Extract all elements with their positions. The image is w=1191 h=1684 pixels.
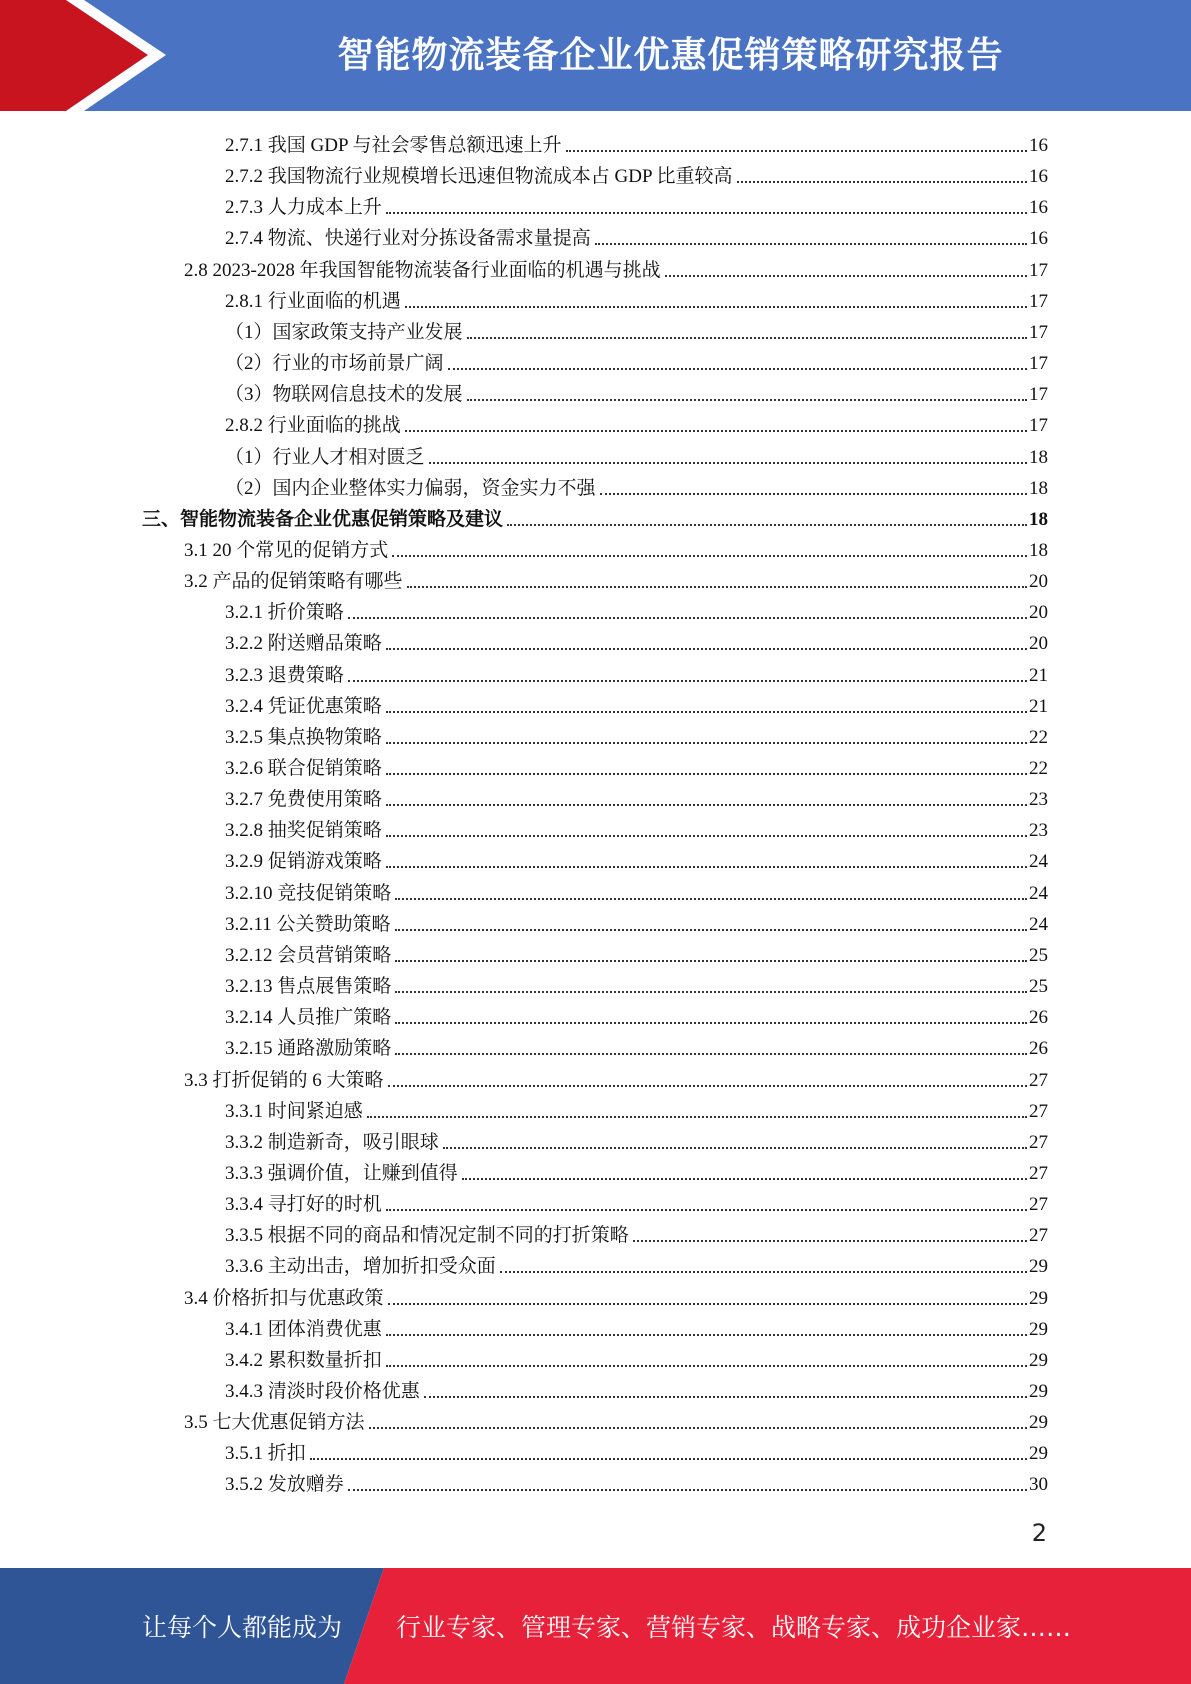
toc-entry-page: 18 xyxy=(1029,446,1048,468)
toc-entry[interactable] xyxy=(225,1466,1048,1497)
toc-entry-page: 27 xyxy=(1029,1225,1048,1247)
toc-entry[interactable] xyxy=(225,314,1048,345)
toc-dot-leader xyxy=(462,1178,1027,1180)
toc-entry-page: 18 xyxy=(1029,508,1048,530)
toc-dot-leader xyxy=(348,680,1027,682)
toc-entry-page: 23 xyxy=(1029,789,1048,811)
toc-entry-title: 3.4 价格折扣与优惠政策 xyxy=(184,1287,384,1309)
toc-dot-leader xyxy=(467,399,1027,401)
toc-entry-page: 16 xyxy=(1029,166,1048,188)
toc-entry-title: 3.2.2 附送赠品策略 xyxy=(225,633,382,655)
toc-dot-leader xyxy=(395,991,1027,993)
toc-entry-title: 3.3.2 制造新奇，吸引眼球 xyxy=(225,1131,439,1153)
toc-entry[interactable] xyxy=(225,1217,1048,1248)
toc-entry-page: 27 xyxy=(1029,1131,1048,1153)
toc-entry-title: 三、智能物流装备企业优惠促销策略及建议 xyxy=(142,508,504,530)
toc-entry[interactable] xyxy=(225,625,1048,656)
toc-entry[interactable] xyxy=(225,1124,1048,1155)
toc-entry[interactable] xyxy=(225,937,1048,968)
toc-entry-page: 29 xyxy=(1029,1381,1048,1402)
toc-entry-title: 2.7.2 我国物流行业规模增长迅速但物流成本占 GDP 比重较高 xyxy=(225,166,733,188)
toc-entry-title: 3.2.10 竞技促销策略 xyxy=(225,882,392,904)
toc-entry-page: 24 xyxy=(1029,913,1048,935)
toc-entry[interactable] xyxy=(225,283,1048,314)
toc-entry-title: 3.4.2 累积数量折扣 xyxy=(225,1349,382,1371)
toc-entry-title: 3.3 打折促销的 6 大策略 xyxy=(184,1069,384,1091)
toc-dot-leader xyxy=(386,773,1027,775)
toc-entry-page: 30 xyxy=(1029,1474,1048,1496)
toc-entry[interactable] xyxy=(225,1030,1048,1061)
red-arrow-shape xyxy=(0,0,148,111)
toc-entry-title: 3.3.6 主动出击，增加折扣受众面 xyxy=(225,1256,496,1278)
toc-entry-title: 3.2.11 公关赞助策略 xyxy=(225,913,391,935)
toc-dot-leader xyxy=(388,1303,1027,1305)
toc-entry-page: 17 xyxy=(1029,415,1048,437)
toc-entry-title: 3.2.4 凭证优惠策略 xyxy=(225,695,382,717)
toc-entry-title: 3.2.12 会员营销策略 xyxy=(225,944,392,966)
toc-entry-page: 29 xyxy=(1029,1443,1048,1465)
toc-dot-leader xyxy=(467,337,1027,339)
toc-dot-leader xyxy=(386,804,1027,806)
toc-dot-leader xyxy=(395,898,1027,900)
toc-entry[interactable] xyxy=(225,1155,1048,1186)
toc-entry-title: 3.2.15 通路激励策略 xyxy=(225,1038,392,1060)
toc-entry-title: （2）国内企业整体实力偏弱，资金实力不强 xyxy=(225,477,596,499)
footer-banner xyxy=(0,1568,1191,1684)
toc-entry-title: 3.2 产品的促销策略有哪些 xyxy=(184,571,403,593)
toc-dot-leader xyxy=(395,929,1027,931)
toc-entry[interactable] xyxy=(184,1280,1048,1311)
toc-entry-page: 17 xyxy=(1029,259,1048,281)
toc-entry-page: 27 xyxy=(1029,1162,1048,1184)
toc-dot-leader xyxy=(405,306,1027,308)
toc-dot-leader xyxy=(424,1396,1027,1398)
toc-entry-title: 2.7.3 人力成本上升 xyxy=(225,197,382,219)
toc-entry-page: 21 xyxy=(1029,695,1048,717)
toc-entry[interactable] xyxy=(184,1062,1048,1093)
toc-entry-title: 3.2.9 促销游戏策略 xyxy=(225,851,382,873)
toc-dot-leader xyxy=(369,1427,1027,1429)
toc-entry[interactable] xyxy=(225,345,1048,376)
toc-entry-page: 26 xyxy=(1029,1007,1048,1029)
toc-entry-title: 3.2.3 退费策略 xyxy=(225,664,344,686)
toc-entry-title: （1）国家政策支持产业发展 xyxy=(225,321,463,343)
toc-dot-leader xyxy=(443,1147,1027,1149)
toc-dot-leader xyxy=(633,1240,1027,1242)
toc-entry[interactable] xyxy=(225,750,1048,781)
report-header-band xyxy=(0,0,1191,111)
toc-entry[interactable] xyxy=(184,1404,1048,1435)
toc-dot-leader xyxy=(405,430,1027,432)
toc-entry[interactable] xyxy=(225,843,1048,874)
toc-dot-leader xyxy=(386,1209,1027,1211)
toc-entry-title: 3.2.7 免费使用策略 xyxy=(225,789,382,811)
toc-entry[interactable] xyxy=(225,127,1048,158)
report-title: 智能物流装备企业优惠促销策略研究报告 xyxy=(337,34,1004,76)
toc-entry-page: 27 xyxy=(1029,1194,1048,1216)
toc-entry-page: 22 xyxy=(1029,726,1048,748)
toc-entry-page: 27 xyxy=(1029,1100,1048,1122)
toc-dot-leader xyxy=(388,1085,1027,1087)
toc-entry-title: 3.5 七大优惠促销方法 xyxy=(184,1412,365,1434)
toc-entry[interactable] xyxy=(225,407,1048,438)
toc-dot-leader xyxy=(386,648,1027,650)
toc-entry-page: 16 xyxy=(1029,228,1048,250)
toc-entry-title: 2.8.2 行业面临的挑战 xyxy=(225,415,401,437)
toc-entry-page: 29 xyxy=(1029,1318,1048,1340)
toc-entry-page: 29 xyxy=(1029,1256,1048,1278)
toc-entry-page: 20 xyxy=(1029,571,1048,593)
toc-entry-page: 27 xyxy=(1029,1069,1048,1091)
toc-entry[interactable] xyxy=(225,688,1048,719)
toc-entry-page: 16 xyxy=(1029,197,1048,219)
toc-entry-title: 3.5.2 发放赠券 xyxy=(225,1474,344,1496)
toc-entry-title: 3.3.1 时间紧迫感 xyxy=(225,1100,363,1122)
toc-entry[interactable] xyxy=(225,812,1048,843)
toc-entry-title: 3.2.14 人员推广策略 xyxy=(225,1007,392,1029)
toc-dot-leader xyxy=(386,835,1027,837)
toc-entry-title: 3.1 20 个常见的促销方式 xyxy=(184,539,389,561)
toc-entry-title: 3.2.1 折价策略 xyxy=(225,602,344,624)
toc-entry[interactable] xyxy=(225,1186,1048,1217)
toc-entry[interactable] xyxy=(225,968,1048,999)
toc-entry-page: 25 xyxy=(1029,976,1048,998)
toc-entry-page: 17 xyxy=(1029,384,1048,406)
toc-dot-leader xyxy=(348,1489,1027,1491)
toc-entry-page: 22 xyxy=(1029,758,1048,779)
toc-entry[interactable] xyxy=(225,439,1048,470)
toc-dot-leader xyxy=(395,960,1027,962)
toc-dot-leader xyxy=(348,617,1027,619)
toc-entry-title: 2.8 2023-2028 年我国智能物流装备行业面临的机遇与挑战 xyxy=(184,259,661,281)
toc-entry[interactable] xyxy=(225,594,1048,625)
toc-entry-page: 25 xyxy=(1029,944,1048,966)
toc-entry-page: 17 xyxy=(1029,353,1048,375)
toc-dot-leader xyxy=(386,711,1027,713)
toc-dot-leader xyxy=(386,1365,1027,1367)
toc-entry[interactable] xyxy=(225,158,1048,189)
toc-entry-title: （3）物联网信息技术的发展 xyxy=(225,384,463,406)
toc-dot-leader xyxy=(392,555,1027,557)
toc-entry[interactable] xyxy=(142,501,1048,532)
toc-dot-leader xyxy=(386,742,1027,744)
toc-entry-page: 18 xyxy=(1029,539,1048,561)
toc-entry-page: 20 xyxy=(1029,602,1048,624)
toc-entry[interactable] xyxy=(225,1373,1048,1404)
toc-dot-leader xyxy=(507,524,1027,526)
toc-entry-title: 3.3.5 根据不同的商品和情况定制不同的打折策略 xyxy=(225,1225,629,1247)
toc-entry[interactable] xyxy=(225,999,1048,1030)
toc-entry-page: 20 xyxy=(1029,633,1048,655)
page-number: 2 xyxy=(1031,1519,1047,1547)
toc-entry-page: 24 xyxy=(1029,851,1048,873)
toc-entry[interactable] xyxy=(184,252,1048,283)
toc-entry[interactable] xyxy=(225,657,1048,688)
toc-entry-title: 3.3.4 寻打好的时机 xyxy=(225,1194,382,1216)
toc-dot-leader xyxy=(386,212,1027,214)
footer-slogan-left: 让每个人都能成为 xyxy=(142,1613,343,1642)
toc-entry-page: 23 xyxy=(1029,820,1048,842)
toc-entry-title: 3.2.6 联合促销策略 xyxy=(225,758,382,779)
toc-dot-leader xyxy=(395,1022,1027,1024)
toc-entry[interactable] xyxy=(184,532,1048,563)
toc-entry-page: 24 xyxy=(1029,882,1048,904)
toc-entry-title: 3.4.1 团体消费优惠 xyxy=(225,1318,382,1340)
toc-dot-leader xyxy=(566,150,1027,152)
toc-entry-page: 16 xyxy=(1029,135,1048,156)
toc-entry-page: 18 xyxy=(1029,477,1048,499)
toc-entry-title: 3.5.1 折扣 xyxy=(225,1443,306,1465)
toc-entry-title: 3.4.3 清淡时段价格优惠 xyxy=(225,1381,420,1402)
toc-dot-leader xyxy=(500,1271,1027,1273)
toc-entry-title: 2.7.1 我国 GDP 与社会零售总额迅速上升 xyxy=(225,135,562,156)
toc-entry-title: 2.7.4 物流、快递行业对分拣设备需求量提高 xyxy=(225,228,591,250)
toc-entry-title: 3.2.8 抽奖促销策略 xyxy=(225,820,382,842)
toc-entry-page: 17 xyxy=(1029,321,1048,343)
toc-entry[interactable] xyxy=(225,1435,1048,1466)
toc-entry[interactable] xyxy=(225,376,1048,407)
toc-entry-page: 29 xyxy=(1029,1349,1048,1371)
toc-entry-title: 3.2.13 售点展售策略 xyxy=(225,976,392,998)
toc-dot-leader xyxy=(448,368,1027,370)
toc-dot-leader xyxy=(386,866,1027,868)
toc-dot-leader xyxy=(600,493,1027,495)
toc-entry-page: 21 xyxy=(1029,664,1048,686)
toc-entry[interactable] xyxy=(225,220,1048,251)
toc-entry[interactable] xyxy=(225,906,1048,937)
toc-entry-page: 29 xyxy=(1029,1287,1048,1309)
toc-entry[interactable] xyxy=(225,875,1048,906)
toc-entry-page: 29 xyxy=(1029,1412,1048,1434)
toc-dot-leader xyxy=(386,1334,1027,1336)
toc-entry-page: 17 xyxy=(1029,290,1048,312)
toc-entry-title: 3.2.5 集点换物策略 xyxy=(225,726,382,748)
toc-dot-leader xyxy=(407,586,1027,588)
toc-entry[interactable] xyxy=(184,563,1048,594)
toc-dot-leader xyxy=(737,181,1027,183)
toc-dot-leader xyxy=(429,462,1027,464)
toc-entry-title: 3.3.3 强调价值，让赚到值得 xyxy=(225,1162,458,1184)
toc-entry[interactable] xyxy=(225,1248,1048,1279)
toc-entry-title: 2.8.1 行业面临的机遇 xyxy=(225,290,401,312)
toc-dot-leader xyxy=(367,1116,1027,1118)
toc-entry[interactable] xyxy=(225,1093,1048,1124)
toc-entry-page: 26 xyxy=(1029,1038,1048,1060)
footer-slogan-right: 行业专家、管理专家、营销专家、战略专家、成功企业家…… xyxy=(396,1613,1072,1642)
toc-dot-leader xyxy=(665,275,1027,277)
toc-entry[interactable] xyxy=(225,781,1048,812)
toc-entry[interactable] xyxy=(225,1342,1048,1373)
toc-dot-leader xyxy=(310,1458,1027,1460)
toc-dot-leader xyxy=(595,243,1027,245)
toc-entry[interactable] xyxy=(225,719,1048,750)
toc-entry[interactable] xyxy=(225,189,1048,220)
toc-entry-title: （1）行业人才相对匮乏 xyxy=(225,446,425,468)
toc-entry[interactable] xyxy=(225,1311,1048,1342)
toc-entry[interactable] xyxy=(225,470,1048,501)
toc-dot-leader xyxy=(395,1053,1027,1055)
toc-entry-title: （2）行业的市场前景广阔 xyxy=(225,353,444,375)
